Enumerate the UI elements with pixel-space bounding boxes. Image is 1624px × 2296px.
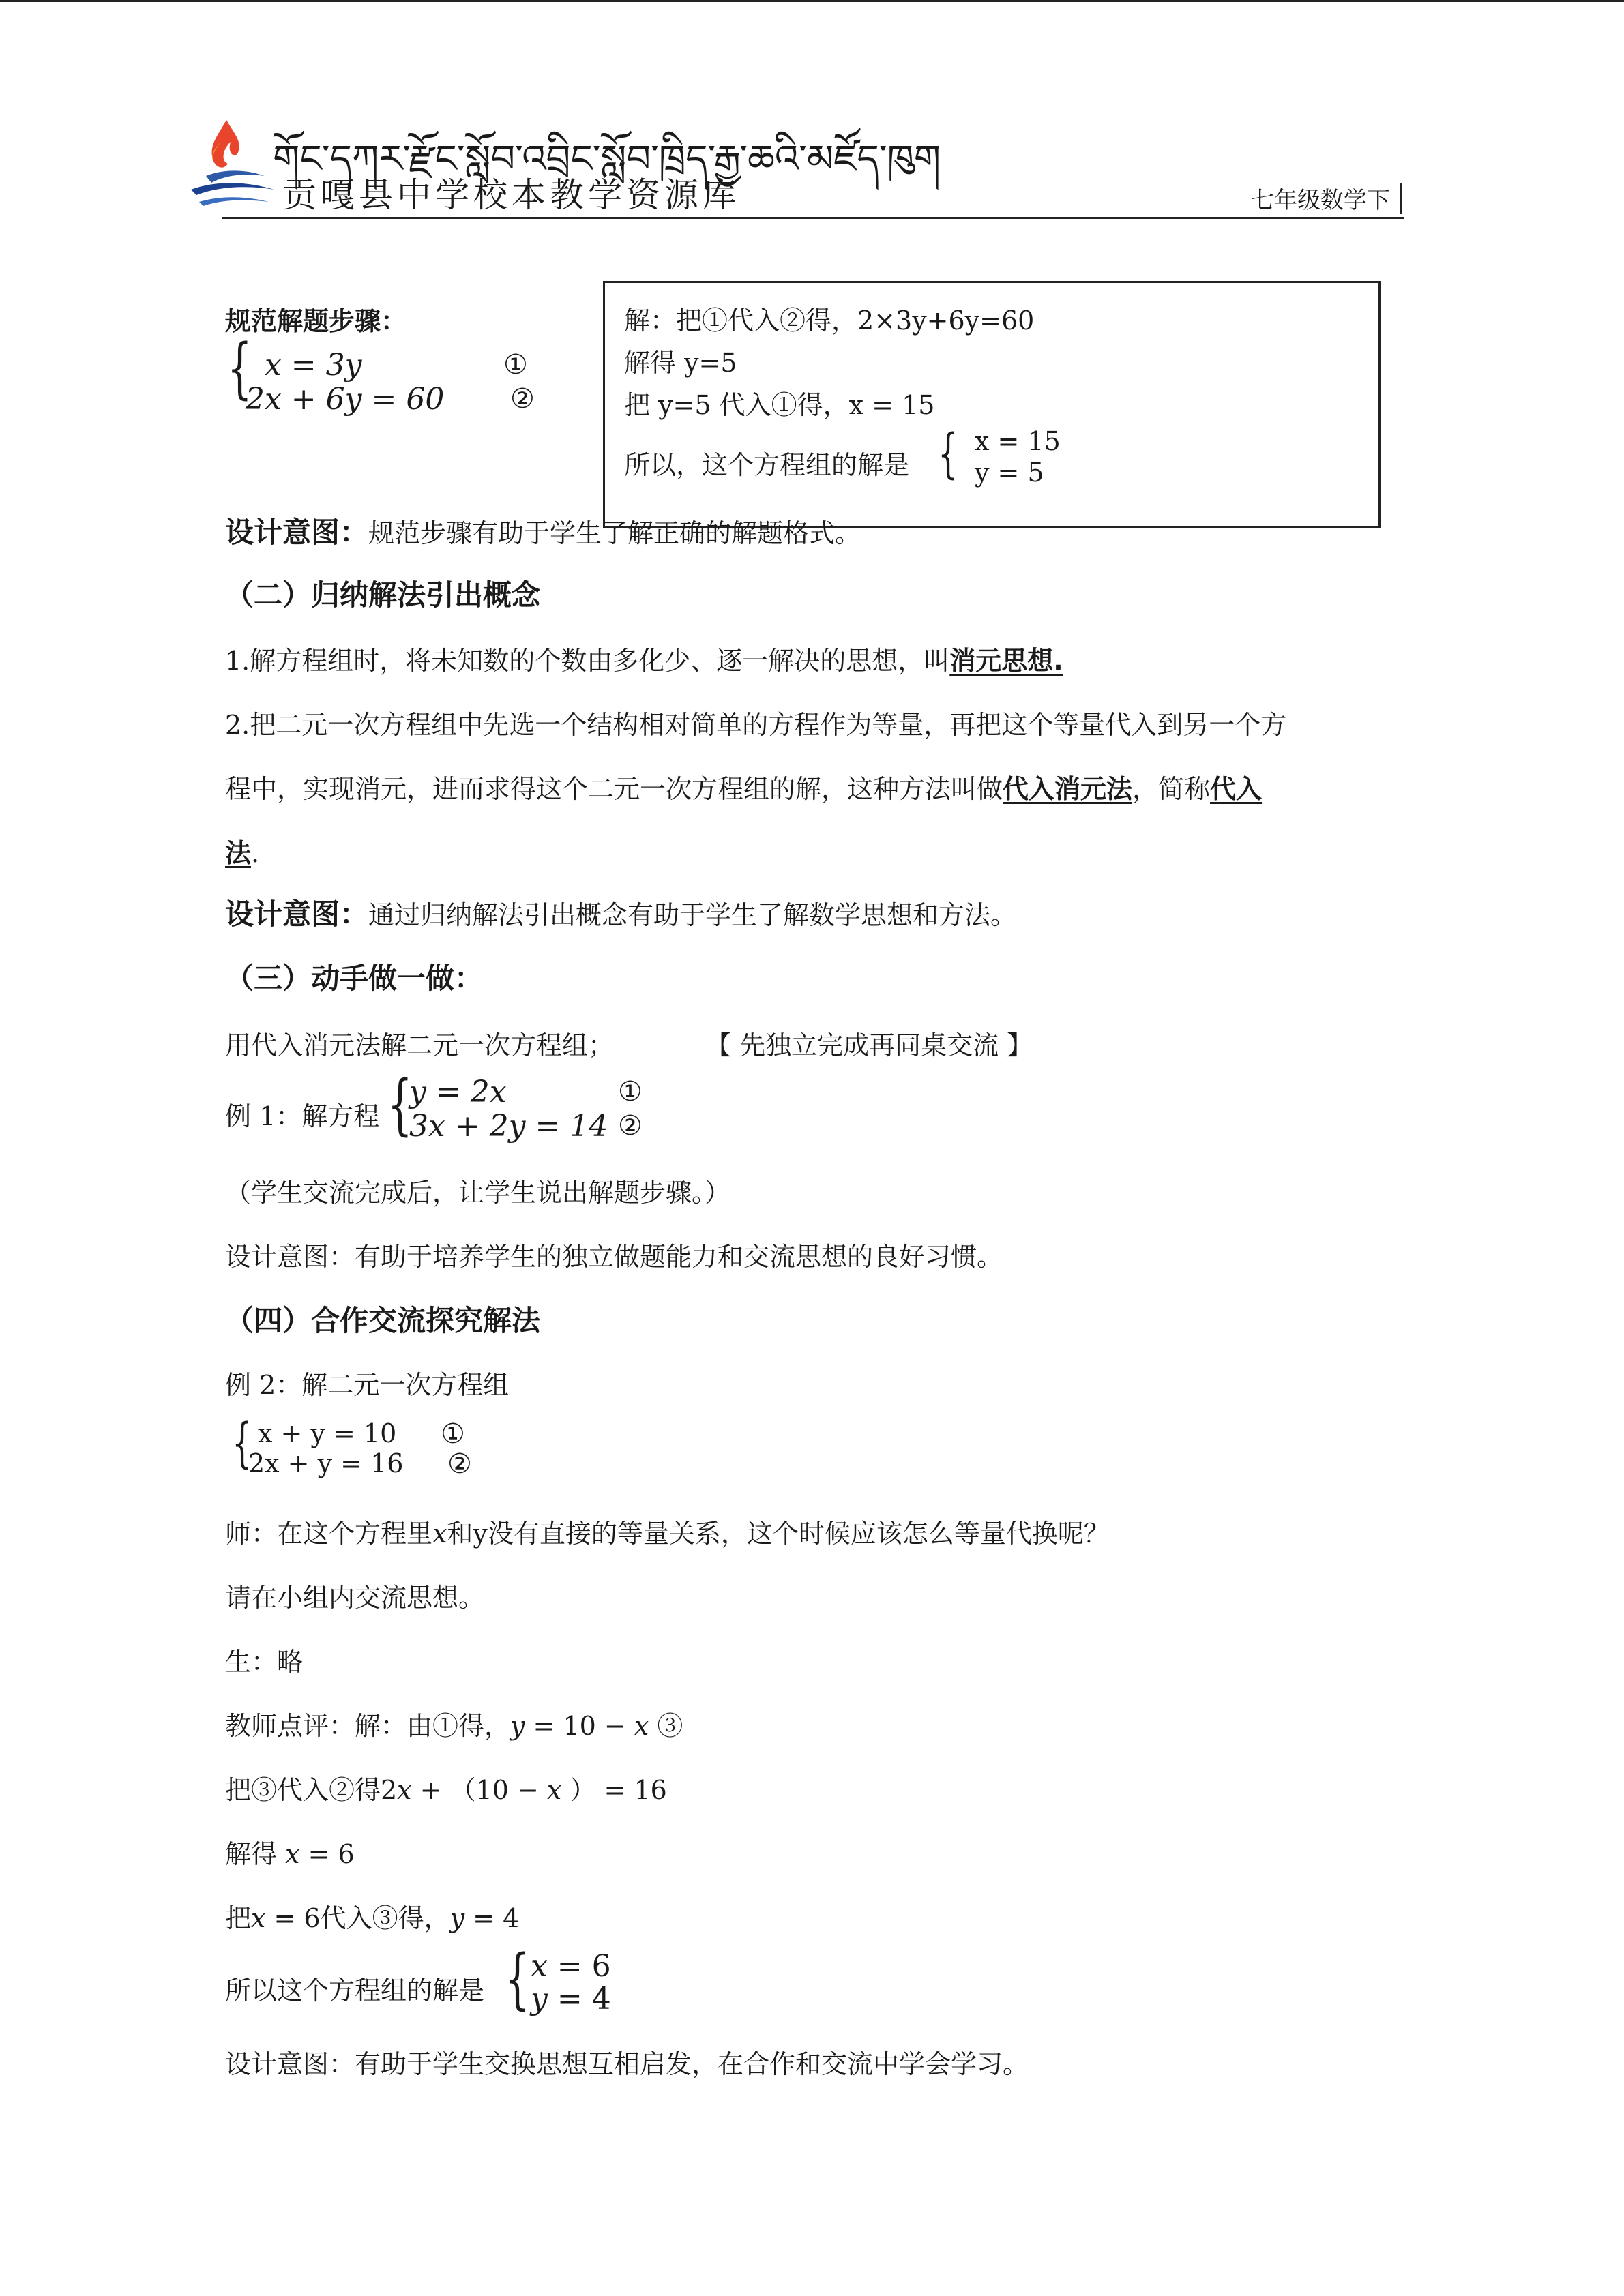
example-1-label: 例 1：解方程 [225,1101,380,1131]
system1-eq1: x = 3y [265,348,362,383]
system1-eq2-number: ② [510,383,535,415]
substitution-step: 把③代入②得2𝑥 + （10 − 𝑥 ） = 16 [225,1775,667,1805]
concept-1-text: 1.解方程组时，将未知数的个数由多化少、逐一解决的思想，叫 [225,646,950,676]
group-instruction: 请在小组内交流思想。 [225,1583,485,1613]
example-1-eq2: 3x + 2y = 14 [409,1109,608,1144]
header-rule [222,217,1404,219]
back-substitution-step: 把𝑥 = 6代入③得，𝑦 = 4 [225,1903,520,1933]
final-solution-y: 𝑦 = 4 [531,1982,611,2016]
concept-2-term-2a: 代入 [1210,774,1263,804]
concept-2-line-1: 2.把二元一次方程组中先选一个结构相对简单的方程作为等量，再把这个等量代入到另一个方 [225,710,1287,740]
concept-2-line-2 [225,768,1262,805]
example-1-eq2-number: ② [618,1110,643,1142]
example-2-brace: { [232,1413,252,1474]
section-4-heading: （四）合作交流探究解法 [225,1304,541,1337]
section-3-heading: （三）动手做一做： [225,961,484,995]
system1-brace: { [227,330,252,406]
example-2-label: 例 2：解二元一次方程组 [225,1370,510,1400]
intent-4: 设计意图：有助于学生交换思想互相启发，在合作和交流中学会学习。 [225,2049,1029,2079]
intent-2 [225,892,1016,933]
concept-2-mid: ，简称 [1132,774,1211,804]
example-2-eq1: x + y = 10 [258,1418,397,1448]
concept-2-line-3 [225,832,259,869]
solution-y: y = 5 [975,458,1044,488]
solution-brace: { [938,423,958,485]
solution-line-4: 所以，这个方程组的解是 [624,450,910,480]
final-solution-label: 所以这个方程组的解是 [225,1976,485,2006]
concept-1-term: 消元思想. [949,646,1063,676]
practice-bracket-note: 【 先独立完成再同桌交流 】 [705,1030,1033,1060]
solution-line-1: 解：把①代入②得，2×3y+6y=60 [624,305,1035,336]
teacher-review: 教师点评：解：由①得，𝑦 = 10 − 𝑥 ③ [225,1711,683,1741]
header-cursor-mark [1400,183,1402,214]
intent-3: 设计意图：有助于培养学生的独立做题能力和交流思想的良好习惯。 [225,1242,1003,1272]
system1-eq1-number: ① [503,349,528,381]
example-1-eq1-number: ① [618,1076,643,1107]
example-2-eq1-number: ① [441,1418,465,1450]
concept-2-term-2b: 法 [225,838,252,868]
solve-step: 解得 𝑥 = 6 [225,1839,355,1869]
solution-line-3: 把 y=5 代入①得，x = 15 [624,390,935,420]
concept-2-term-1: 代入消元法 [1003,774,1133,804]
intent-2-text: 通过归纳解法引出概念有助于学生了解数学思想和方法。 [368,900,1017,930]
header-grade-label: 七年级数学下 [1251,187,1390,214]
intent-1-text: 规范步骤有助于学生了解正确的解题格式。 [368,518,861,548]
final-solution-x: 𝑥 = 6 [531,1949,611,1984]
practice-instruction: 用代入消元法解二元一次方程组； [225,1030,615,1060]
example-2-eq2: 2x + y = 16 [248,1448,404,1478]
practice-note: （学生交流完成后，让学生说出解题步骤。） [225,1178,731,1208]
concept-2-end: . [251,838,260,868]
teacher-question: 师：在这个方程里𝑥和y没有直接的等量关系，这个时候应该怎么等量代换呢？ [225,1519,1110,1549]
final-solution-brace: { [505,1941,530,2017]
solution-line-2: 解得 y=5 [624,348,737,378]
section-2-heading: （二）归纳解法引出概念 [225,578,541,612]
student-response: 生：略 [225,1647,304,1677]
page-top-border [0,0,1624,2]
example-2-eq2-number: ② [447,1448,472,1480]
header-tibetan-title: གོང་དཀར་རྫོང་སློབ་འབྲིང་སློབ་ཁྲིད་རྒྱ་ཆའི་མཛོད་ཁུག [273,137,941,181]
solution-x: x = 15 [975,426,1061,456]
concept-2-text: 程中，实现消元，进而求得这个二元一次方程组的解，这种方法叫做 [225,774,1003,804]
concept-1 [225,640,1063,677]
intent-1-label: 设计意图： [225,516,369,549]
intent-2-label: 设计意图： [225,897,369,931]
school-logo [179,115,280,213]
solution-box [603,281,1381,528]
steps-label: 规范解题步骤： [225,306,407,336]
example-1-eq1: y = 2x [409,1075,507,1109]
header-chinese-title: 贡嘎县中学校本教学资源库 [282,175,741,215]
example-1-brace: { [387,1067,413,1143]
system1-eq2: 2x + 6y = 60 [246,382,445,417]
intent-1 [225,510,861,551]
